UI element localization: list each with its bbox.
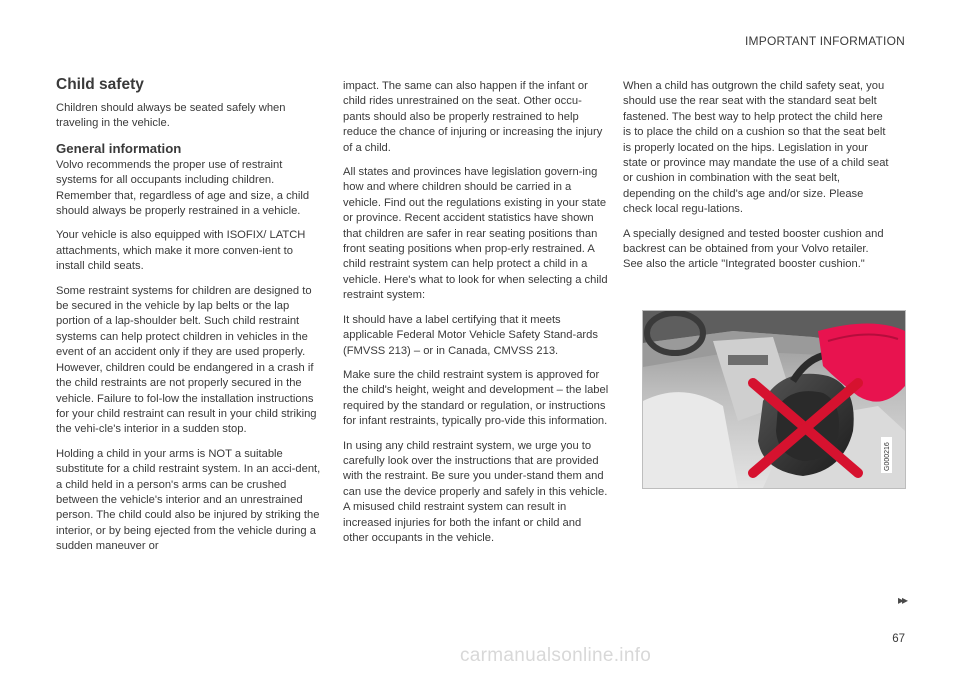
paragraph: In using any child restraint system, we urge you to carefully look over the instructions that are provided with the restraint. Be sure you under-stand them and can use the device properly and safely in this vehicle. A misused child restraint system can result in increased injuries for both the infant or child and other occupants in the vehicle.: [343, 439, 608, 544]
paragraph: Make sure the child restraint system is approved for the child's height, weight and development – the label required by the standard or regulation, or instructions for infant restraints, typically pro-vide this information.: [343, 368, 609, 428]
watermark-text: carmanualsonline.info: [460, 645, 652, 666]
paragraph: Holding a child in your arms is NOT a suitable substitute for a child restraint system. In an acci-dent, a child held in a person's arms can be crushed between the vehicle's interior and an unrestrained person. The child could also be injured by striking the interior, or by being ejected from the vehicle during a sudden maneuver or: [56, 447, 321, 553]
paragraph: Some restraint systems for children are designed to be secured in the vehicle by lap belts or the lap portion of a lap-shoulder belt. Such child restraint systems can help protect children in vehicles in the event of an accident only if they are used properly. However, children could be endangered in a crash if the child restraints are not properly secured in the vehicle. Failure to fol-low the installation instructions for your child restraint can result in your child striking the vehi-cle's interior in a sudden stop.: [56, 284, 317, 436]
paragraph: Volvo recommends the proper use of restraint systems for all occupants including children. Remember that, regardless of age and size, a child should always be properly restrained in a vehicle.: [56, 158, 310, 218]
column-3: [623, 79, 889, 282]
column-1: [56, 76, 322, 564]
paragraph: All states and provinces have legislation govern-ing how and where children should be carried in a vehicle. Find out the regulations existing in your state or province. Recent accident statistics have shown that children are safer in rear seating positions than front seating positions when prop-erly restrained. A child restraint system can help protect a child in a vehicle. Here's what to look for when selecting a child restraint system:: [343, 166, 608, 302]
section-intro: Children should always be seated safely when traveling in the vehicle.: [56, 102, 286, 130]
paragraph: When a child has outgrown the child safety seat, you should use the rear seat with the standard seat belt fastened. The best way to help protect the child here is to place the child on a cushion so that the seat belt is properly located on the hips. Legislation in your state or province may mandate the use of a child seat or cushion in combination with the seat belt, depending on the child's age and/or size. Please check local regu-lations.: [623, 80, 889, 216]
paragraph: A specially designed and tested booster cushion and backrest can be obtained from your Volvo retailer. See also the article "Integrated booster cushion.": [623, 227, 884, 271]
section-subtitle: General information: [56, 140, 182, 156]
child-seat-warning-illustration: [642, 310, 906, 489]
page-header-title: IMPORTANT INFORMATION: [745, 34, 905, 48]
page-number: 67: [892, 633, 905, 645]
continue-marker: ▸▸: [897, 593, 906, 607]
column-2: [343, 79, 609, 555]
paragraph: Your vehicle is also equipped with ISOFIX/ LATCH attachments, which make it more conven-ient to install child seats.: [56, 229, 306, 273]
paragraph: impact. The same can also happen if the infant or child rides unrestrained on the seat. Other occu-pants should also be properly restrained to help reduce the chance of injuring or increasing the injury of a child.: [343, 80, 603, 154]
paragraph: It should have a label certifying that it meets applicable Federal Motor Vehicle Safety Stand-ards (FMVSS 213) – or in Canada, CMVSS 213.: [343, 313, 598, 357]
section-title: Child safety: [56, 76, 144, 93]
car-interior-image: [643, 311, 905, 488]
figure-code: G000216: [884, 442, 891, 471]
